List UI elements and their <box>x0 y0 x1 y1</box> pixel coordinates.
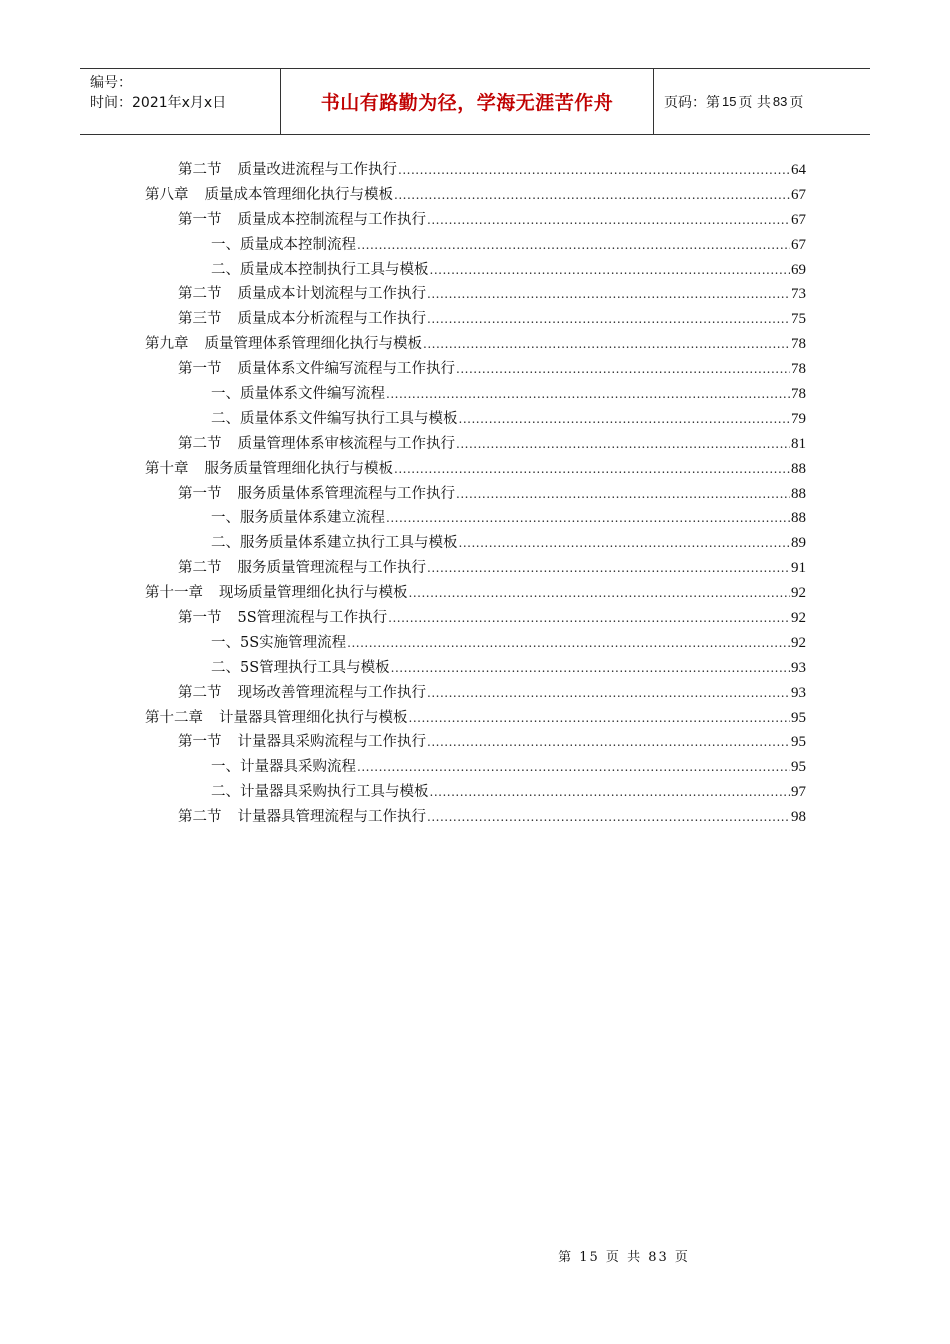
toc-entry-text: 一、质量成本控制流程 <box>211 236 356 253</box>
toc-entry[interactable] <box>145 581 806 606</box>
toc-dot-leader <box>388 606 790 631</box>
toc-entry-title <box>211 656 390 681</box>
toc-entry-page: 64 <box>791 162 806 178</box>
toc-entry-text: 计量器具采购流程与工作执行 <box>237 734 426 751</box>
toc-entry-title <box>178 730 426 755</box>
toc-entry-label: 第二节 <box>178 162 222 178</box>
toc-entry-page: 95 <box>791 709 806 726</box>
toc-entry-page: 93 <box>791 659 806 676</box>
footer-page-number: 第 15 页 共 83 页 <box>558 1250 690 1265</box>
toc-entry[interactable] <box>145 606 806 631</box>
toc-entry-label: 第一节 <box>178 610 222 627</box>
toc-entry-page: 92 <box>791 585 806 602</box>
toc-entry[interactable] <box>145 382 806 407</box>
toc-entry-page: 89 <box>791 535 806 552</box>
toc-entry[interactable] <box>145 531 806 556</box>
toc-dot-leader <box>456 357 790 382</box>
toc-entry-label: 第十二章 <box>145 709 203 726</box>
toc-dot-leader <box>357 755 790 780</box>
toc-entry-text: 服务质量体系管理流程与工作执行 <box>237 485 455 502</box>
toc-entry-text: 二、5S管理执行工具与模板 <box>211 659 390 676</box>
toc-entry-page: 95 <box>791 734 806 751</box>
toc-entry-page: 88 <box>791 485 806 502</box>
toc-dot-leader <box>409 706 791 731</box>
toc-entry-page: 67 <box>791 236 806 253</box>
toc-entry-text: 计量器具管理流程与工作执行 <box>237 809 426 826</box>
toc-dot-leader <box>427 805 790 830</box>
toc-entry-text: 质量成本计划流程与工作执行 <box>237 286 426 303</box>
toc-entry-title <box>178 556 426 581</box>
toc-entry-title <box>211 233 356 258</box>
toc-entry-text: 现场改善管理流程与工作执行 <box>237 684 426 701</box>
toc-dot-leader <box>427 282 790 307</box>
toc-entry[interactable] <box>145 706 806 731</box>
toc-entry-page: 75 <box>791 311 806 328</box>
toc-entry-title <box>178 482 455 507</box>
toc-entry-title <box>211 631 346 656</box>
page-mid: 页 共 <box>738 94 771 111</box>
toc-entry-text: 现场质量管理细化执行与模板 <box>219 585 408 602</box>
toc-entry-title <box>145 332 422 357</box>
toc-entry[interactable] <box>145 158 806 183</box>
toc-entry-label: 第三节 <box>178 311 222 328</box>
toc-entry[interactable] <box>145 432 806 457</box>
toc-entry-label: 第十章 <box>145 460 189 477</box>
toc-dot-leader <box>423 332 790 357</box>
toc-entry-title <box>211 382 385 407</box>
toc-dot-leader <box>386 382 790 407</box>
toc-entry-text: 服务质量管理细化执行与模板 <box>204 460 393 477</box>
motto-text: 书山有路勤为径，学海无涯苦作舟 <box>320 92 614 114</box>
toc-entry[interactable] <box>145 681 806 706</box>
toc-entry-text: 二、质量成本控制执行工具与模板 <box>211 261 429 278</box>
header-meta <box>80 69 281 134</box>
header-motto <box>281 69 654 134</box>
toc-entry-label: 第二节 <box>178 560 222 577</box>
toc-entry-page: 91 <box>791 560 806 577</box>
toc-entry-title <box>178 158 397 183</box>
page-footer <box>0 1246 950 1265</box>
toc-dot-leader <box>427 208 790 233</box>
toc-entry-page: 78 <box>791 336 806 353</box>
toc-entry-page: 92 <box>791 610 806 627</box>
toc-dot-leader <box>394 183 790 208</box>
serial-label: 编号： <box>90 75 132 91</box>
toc-dot-leader <box>430 258 791 283</box>
toc-entry-title <box>211 531 458 556</box>
toc-entry[interactable] <box>145 233 806 258</box>
toc-entry-title <box>178 606 387 631</box>
toc-entry-label: 第二节 <box>178 809 222 826</box>
page-prefix: 页码：第 <box>664 94 720 111</box>
toc-entry[interactable] <box>145 307 806 332</box>
toc-entry[interactable] <box>145 556 806 581</box>
toc-entry-text: 质量成本管理细化执行与模板 <box>204 186 393 203</box>
toc-entry-title <box>211 755 356 780</box>
toc-dot-leader <box>391 656 790 681</box>
toc-entry-text: 二、计量器具采购执行工具与模板 <box>211 784 429 801</box>
toc-entry-page: 95 <box>791 759 806 776</box>
header-page-info <box>654 69 870 134</box>
toc-dot-leader <box>409 581 791 606</box>
toc-entry-label: 第十一章 <box>145 585 203 602</box>
toc-entry-label: 第九章 <box>145 336 189 353</box>
toc-entry-text: 服务质量管理流程与工作执行 <box>237 560 426 577</box>
toc-entry-text: 质量体系文件编写流程与工作执行 <box>237 361 455 378</box>
page-current: 15 <box>722 94 737 109</box>
toc-entry-text: 一、计量器具采购流程 <box>211 759 356 776</box>
toc-entry[interactable] <box>145 780 806 805</box>
page-suffix: 页 <box>789 94 804 111</box>
toc-entry-text: 二、质量体系文件编写执行工具与模板 <box>211 410 458 427</box>
toc-entry-text: 一、5S实施管理流程 <box>211 634 347 651</box>
toc-entry-text: 质量成本分析流程与工作执行 <box>237 311 426 328</box>
toc-entry[interactable] <box>145 258 806 283</box>
toc-dot-leader <box>456 432 790 457</box>
toc-entry-title <box>145 183 393 208</box>
toc-entry-page: 93 <box>791 684 806 701</box>
toc-entry-label: 第一节 <box>178 485 222 502</box>
toc-dot-leader <box>394 457 790 482</box>
toc-dot-leader <box>427 556 790 581</box>
toc-entry-text: 质量改进流程与工作执行 <box>237 162 397 178</box>
toc-entry-title <box>211 780 429 805</box>
toc-entry-label: 第八章 <box>145 186 189 203</box>
toc-entry[interactable] <box>145 631 806 656</box>
toc-entry[interactable] <box>145 755 806 780</box>
toc-entry-title <box>178 681 426 706</box>
toc-entry[interactable] <box>145 282 806 307</box>
toc-entry-page: 67 <box>791 211 806 228</box>
toc-entry[interactable] <box>145 730 806 755</box>
toc-entry-title <box>178 432 455 457</box>
toc-entry-label: 第一节 <box>178 211 222 228</box>
toc-entry-title <box>178 282 426 307</box>
toc-entry-page: 88 <box>791 510 806 527</box>
toc-dot-leader <box>398 158 790 183</box>
toc-entry-title <box>145 457 393 482</box>
toc-dot-leader <box>430 780 791 805</box>
toc-entry-title <box>178 357 455 382</box>
toc-dot-leader <box>386 506 790 531</box>
toc-entry[interactable] <box>145 457 806 482</box>
table-of-contents <box>145 158 806 830</box>
toc-entry[interactable] <box>145 506 806 531</box>
toc-entry[interactable] <box>145 183 806 208</box>
toc-entry-page: 78 <box>791 361 806 378</box>
toc-entry-text: 质量管理体系管理细化执行与模板 <box>204 336 422 353</box>
toc-entry-title <box>145 581 408 606</box>
toc-entry[interactable] <box>145 332 806 357</box>
toc-entry-label: 第二节 <box>178 286 222 303</box>
toc-dot-leader <box>357 233 790 258</box>
toc-entry-text: 一、质量体系文件编写流程 <box>211 386 385 403</box>
toc-entry-title <box>178 208 426 233</box>
page-total: 83 <box>772 94 788 109</box>
toc-entry-page: 79 <box>791 410 806 427</box>
toc-entry-title <box>211 258 429 283</box>
toc-entry-text: 质量管理体系审核流程与工作执行 <box>237 435 455 452</box>
toc-dot-leader <box>427 730 790 755</box>
toc-dot-leader <box>456 482 790 507</box>
toc-entry-title <box>211 407 458 432</box>
toc-entry-page: 69 <box>791 261 806 278</box>
toc-entry-text: 质量成本控制流程与工作执行 <box>237 211 426 228</box>
toc-entry[interactable] <box>145 482 806 507</box>
toc-entry-page: 81 <box>791 435 806 452</box>
toc-dot-leader <box>347 631 790 656</box>
toc-entry-label: 第一节 <box>178 361 222 378</box>
toc-dot-leader <box>427 681 790 706</box>
toc-entry-page: 92 <box>791 634 806 651</box>
toc-entry-title <box>145 706 408 731</box>
toc-entry-text: 计量器具管理细化执行与模板 <box>219 709 408 726</box>
toc-entry-page: 88 <box>791 460 806 477</box>
toc-entry-page: 67 <box>791 186 806 203</box>
toc-entry-label: 第二节 <box>178 435 222 452</box>
toc-entry-title <box>211 506 385 531</box>
toc-dot-leader <box>459 407 791 432</box>
toc-entry[interactable] <box>145 208 806 233</box>
toc-entry-label: 第一节 <box>178 734 222 751</box>
toc-entry[interactable] <box>145 357 806 382</box>
toc-entry-label: 第二节 <box>178 684 222 701</box>
toc-entry-text: 二、服务质量体系建立执行工具与模板 <box>211 535 458 552</box>
toc-entry[interactable] <box>145 805 806 830</box>
toc-entry-text: 5S管理流程与工作执行 <box>237 610 388 627</box>
toc-dot-leader <box>459 531 791 556</box>
toc-entry[interactable] <box>145 656 806 681</box>
toc-entry-text: 一、服务质量体系建立流程 <box>211 510 385 527</box>
toc-entry[interactable] <box>145 407 806 432</box>
toc-entry-title <box>178 307 426 332</box>
toc-entry-page: 78 <box>791 386 806 403</box>
toc-entry-page: 98 <box>791 809 806 826</box>
toc-entry-page: 97 <box>791 784 806 801</box>
toc-dot-leader <box>427 307 790 332</box>
time-label: 时间：2021年x月x日 <box>90 95 227 111</box>
page-header <box>80 68 870 135</box>
toc-entry-page: 73 <box>791 286 806 303</box>
toc-entry-title <box>178 805 426 830</box>
